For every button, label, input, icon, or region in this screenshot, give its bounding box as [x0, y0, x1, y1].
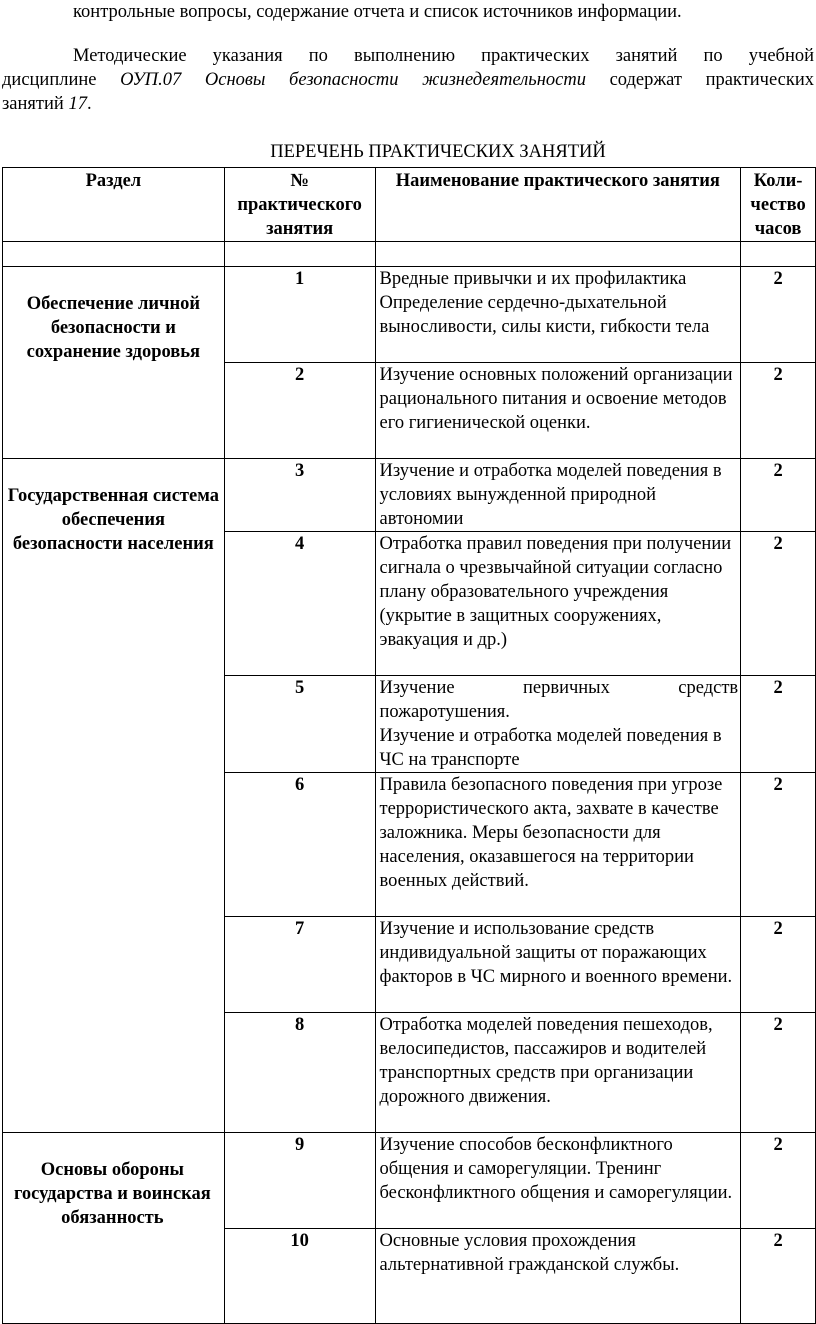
- empty-cell: [3, 242, 225, 267]
- discipline-name: ОУП.07 Основы безопасности жизнедеятельности: [120, 70, 586, 90]
- lessons-table: [2, 167, 816, 1324]
- lesson-hours: 2: [741, 459, 816, 532]
- lesson-number: 9: [224, 1133, 375, 1229]
- table-header-row: [3, 168, 816, 242]
- header-name: Наименование практического занятия: [375, 168, 741, 242]
- section-title-line: обязанность: [61, 1208, 164, 1228]
- lesson-number: 6: [224, 773, 375, 917]
- lesson-hours: 2: [741, 1133, 816, 1229]
- intro-text: дисциплине: [2, 70, 121, 90]
- section-title: Обеспечение личной безопасности и сохранение здоровья: [3, 267, 225, 459]
- lesson-number: 2: [224, 363, 375, 459]
- lesson-number: 7: [224, 917, 375, 1013]
- lesson-number: 8: [224, 1013, 375, 1133]
- intro-text: .: [86, 94, 92, 114]
- lesson-hours: 2: [741, 917, 816, 1013]
- header-section: Раздел: [3, 168, 225, 242]
- section-title-line: Основы обороны: [40, 1160, 184, 1180]
- table-row: [3, 267, 816, 363]
- lesson-name: Изучение основных положений организации рационального питания и освоение методов его гигиенической оценки.: [375, 363, 741, 459]
- empty-cell: [375, 242, 741, 267]
- lesson-name: Отработка моделей поведения пешеходов, велосипедистов, пассажиров и водителей транспортных средств при организации дорожного движения.: [375, 1013, 741, 1133]
- lesson-number: 3: [224, 459, 375, 532]
- intro-text: содержат практических: [585, 70, 814, 90]
- lesson-number: 5: [224, 676, 375, 773]
- lesson-name: Изучение и отработка моделей поведения в условиях вынужденной природной автономии: [375, 459, 741, 532]
- header-number: № практического занятия: [224, 168, 375, 242]
- lesson-name: [375, 676, 741, 773]
- header-hours: Коли-чество часов: [741, 168, 816, 242]
- empty-cell: [741, 242, 816, 267]
- intro-text: занятий: [2, 94, 69, 114]
- section-title-line: государства и воинская: [13, 1184, 211, 1204]
- empty-cell: [224, 242, 375, 267]
- intro-paragraph-end: [2, 92, 816, 116]
- intro-line: контрольные вопросы, содержание отчета и список источников информации.: [73, 2, 682, 22]
- lesson-name-part: Изучение и отработка моделей поведения в ЧС на транспорте: [379, 726, 722, 770]
- lesson-hours: 2: [741, 773, 816, 917]
- table-row: [3, 1133, 816, 1229]
- lesson-number: 1: [224, 267, 375, 363]
- intro-paragraph-start: Методические указания по выполнению практических занятий по учебной: [73, 46, 814, 66]
- lesson-count: 17: [68, 94, 87, 114]
- lesson-number: 4: [224, 532, 375, 676]
- lesson-name: Правила безопасного поведения при угрозе террористического акта, захвате в качестве заложника. Меры безопасности для населения, оказавшегося на территории военных действий.: [375, 773, 741, 917]
- intro-paragraph-middle: [2, 68, 814, 92]
- lesson-hours: 2: [741, 363, 816, 459]
- lesson-hours: 2: [741, 1229, 816, 1324]
- lesson-hours: 2: [741, 676, 816, 773]
- table-title: ПЕРЕЧЕНЬ ПРАКТИЧЕСКИХ ЗАНЯТИЙ: [270, 142, 606, 162]
- table-row: [3, 459, 816, 532]
- lesson-name: Отработка правил поведения при получении сигнала о чрезвычайной ситуации согласно плану образовательного учреждения (укрытие в защитных сооружениях, эвакуация и др.): [375, 532, 741, 676]
- lesson-name-part: Изучение первичных средств пожаротушения.: [379, 678, 739, 722]
- lesson-number: 10: [224, 1229, 375, 1324]
- lesson-hours: 2: [741, 1013, 816, 1133]
- section-title: [3, 1133, 225, 1324]
- section-title: Государственная система обеспечения безопасности населения: [3, 459, 225, 1133]
- table-spacer-row: [3, 242, 816, 267]
- section-title-text: [3, 1158, 222, 1230]
- lesson-hours: 2: [741, 532, 816, 676]
- lesson-name: Изучение способов бесконфликтного общения и саморегуляции. Тренинг бесконфликтного общения и саморегуляции.: [375, 1133, 741, 1229]
- lesson-hours: 2: [741, 267, 816, 363]
- lesson-name: Изучение и использование средств индивидуальной защиты от поражающих факторов в ЧС мирного и военного времени.: [375, 917, 741, 1013]
- lesson-name: Основные условия прохождения альтернативной гражданской службы.: [375, 1229, 741, 1324]
- lesson-name: Вредные привычки и их профилактика Определение сердечно-дыхательной выносливости, силы кисти, гибкости тела: [375, 267, 741, 363]
